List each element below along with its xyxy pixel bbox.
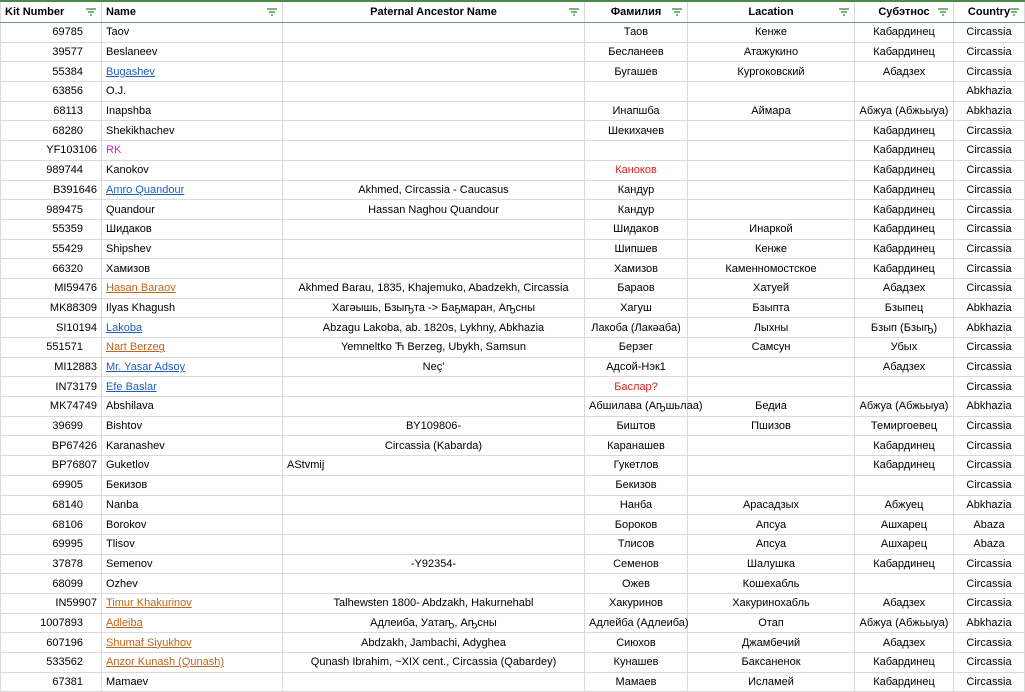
cell-subethnos[interactable]: Кабардинец xyxy=(855,672,954,692)
cell-familiya[interactable]: Каноков xyxy=(585,160,688,180)
cell-country[interactable]: Circassia xyxy=(954,633,1025,653)
cell-country[interactable]: Circassia xyxy=(954,160,1025,180)
cell-kit[interactable]: 37878 xyxy=(1,554,102,574)
column-header-label: Kit Number xyxy=(5,6,65,18)
cell-familiya[interactable]: Лакоба (Лакәаба) xyxy=(585,318,688,338)
cell-name[interactable]: Inapshba xyxy=(102,101,283,121)
cell-subethnos[interactable]: Абжуа (Абжьыуа) xyxy=(855,397,954,417)
cell-familiya[interactable]: Баслар? xyxy=(585,377,688,397)
cell-name[interactable]: Timur Khakurinov xyxy=(102,593,283,613)
cell-location[interactable]: Кенже xyxy=(688,239,855,259)
cell-kit[interactable]: 533562 xyxy=(1,653,102,673)
column-header-familiya[interactable] xyxy=(585,1,688,23)
cell-location[interactable]: Кошехабль xyxy=(688,574,855,594)
table-row[interactable] xyxy=(1,456,1025,476)
table-row[interactable] xyxy=(1,219,1025,239)
cell-name[interactable]: Hasan Baraov xyxy=(102,278,283,298)
table-row[interactable] xyxy=(1,593,1025,613)
cell-name[interactable]: Ozhev xyxy=(102,574,283,594)
cell-subethnos[interactable] xyxy=(855,475,954,495)
cell-subethnos[interactable] xyxy=(855,377,954,397)
cell-subethnos[interactable]: Кабардинец xyxy=(855,259,954,279)
cell-location[interactable]: Апсуа xyxy=(688,515,855,535)
cell-paternal[interactable] xyxy=(283,121,585,141)
cell-familiya[interactable]: Шидаков xyxy=(585,219,688,239)
cell-country[interactable]: Circassia xyxy=(954,239,1025,259)
cell-subethnos[interactable]: Кабардинец xyxy=(855,42,954,62)
cell-country[interactable]: Circassia xyxy=(954,141,1025,161)
cell-name[interactable]: Shekikhachev xyxy=(102,121,283,141)
cell-name[interactable]: Efe Baslar xyxy=(102,377,283,397)
cell-name[interactable]: O.J. xyxy=(102,82,283,102)
table-row[interactable] xyxy=(1,357,1025,377)
cell-familiya[interactable]: Бараов xyxy=(585,278,688,298)
table-row[interactable] xyxy=(1,475,1025,495)
cell-name[interactable]: Mamaev xyxy=(102,672,283,692)
cell-kit[interactable]: 68280 xyxy=(1,121,102,141)
cell-kit[interactable]: YF103106 xyxy=(1,141,102,161)
cell-kit[interactable]: 66320 xyxy=(1,259,102,279)
cell-country[interactable]: Circassia xyxy=(954,278,1025,298)
cell-subethnos[interactable]: Кабардинец xyxy=(855,653,954,673)
cell-paternal[interactable]: Адлеиба, Уатаҧ, Аҧсны xyxy=(283,613,585,633)
cell-name[interactable]: Kanokov xyxy=(102,160,283,180)
cell-kit[interactable]: MI12883 xyxy=(1,357,102,377)
filter-icon[interactable] xyxy=(85,7,97,17)
cell-paternal[interactable] xyxy=(283,259,585,279)
cell-paternal[interactable] xyxy=(283,515,585,535)
cell-country[interactable]: Abkhazia xyxy=(954,101,1025,121)
cell-location[interactable] xyxy=(688,357,855,377)
cell-paternal[interactable] xyxy=(283,219,585,239)
cell-country[interactable]: Circassia xyxy=(954,416,1025,436)
cell-paternal[interactable]: Neç' xyxy=(283,357,585,377)
cell-paternal[interactable] xyxy=(283,141,585,161)
cell-name[interactable]: Guketlov xyxy=(102,456,283,476)
cell-location[interactable]: Самсун xyxy=(688,338,855,358)
cell-name[interactable]: Taov xyxy=(102,23,283,43)
cell-paternal[interactable] xyxy=(283,397,585,417)
cell-country[interactable]: Abkhazia xyxy=(954,318,1025,338)
cell-name[interactable]: RK xyxy=(102,141,283,161)
filter-icon[interactable] xyxy=(266,7,278,17)
cell-kit[interactable]: BP67426 xyxy=(1,436,102,456)
cell-location[interactable] xyxy=(688,141,855,161)
table-row[interactable] xyxy=(1,338,1025,358)
cell-name[interactable]: Bugashev xyxy=(102,62,283,82)
cell-paternal[interactable]: Akhmed Barau, 1835, Khajemuko, Abadzekh, Circassia xyxy=(283,278,585,298)
cell-paternal[interactable]: -Y92354- xyxy=(283,554,585,574)
cell-country[interactable]: Circassia xyxy=(954,338,1025,358)
cell-name[interactable]: Anzor Kunash (Qunash) xyxy=(102,653,283,673)
cell-location[interactable]: Хатуей xyxy=(688,278,855,298)
cell-location[interactable]: Атажукино xyxy=(688,42,855,62)
cell-location[interactable] xyxy=(688,200,855,220)
cell-paternal[interactable]: AStvmij xyxy=(283,456,585,476)
cell-name[interactable]: Bishtov xyxy=(102,416,283,436)
cell-familiya[interactable]: Тлисов xyxy=(585,534,688,554)
cell-kit[interactable]: 68106 xyxy=(1,515,102,535)
header-row xyxy=(1,1,1025,23)
cell-paternal[interactable] xyxy=(283,534,585,554)
cell-subethnos[interactable]: Кабардинец xyxy=(855,219,954,239)
table-row[interactable] xyxy=(1,318,1025,338)
cell-subethnos[interactable]: Кабардинец xyxy=(855,180,954,200)
cell-name[interactable]: Mr. Yasar Adsoy xyxy=(102,357,283,377)
table-body xyxy=(1,23,1025,692)
table-row[interactable] xyxy=(1,534,1025,554)
table-row[interactable] xyxy=(1,239,1025,259)
cell-name[interactable]: Nart Berzeg xyxy=(102,338,283,358)
cell-subethnos[interactable]: Убых xyxy=(855,338,954,358)
cell-subethnos[interactable]: Бзып (Бзыҧ) xyxy=(855,318,954,338)
cell-kit[interactable]: 551571 xyxy=(1,338,102,358)
cell-location[interactable] xyxy=(688,180,855,200)
cell-name[interactable]: Amro Quandour xyxy=(102,180,283,200)
cell-kit[interactable]: BP76807 xyxy=(1,456,102,476)
cell-country[interactable]: Circassia xyxy=(954,200,1025,220)
cell-country[interactable]: Circassia xyxy=(954,180,1025,200)
table-row[interactable] xyxy=(1,574,1025,594)
cell-location[interactable]: Арасадзых xyxy=(688,495,855,515)
cell-familiya[interactable]: Бугашев xyxy=(585,62,688,82)
column-header-label: Фамилия xyxy=(610,6,662,18)
table-row[interactable] xyxy=(1,554,1025,574)
table-row[interactable] xyxy=(1,180,1025,200)
cell-familiya[interactable] xyxy=(585,141,688,161)
cell-familiya[interactable]: Кандур xyxy=(585,180,688,200)
filter-icon[interactable] xyxy=(1008,7,1020,17)
cell-kit[interactable]: IN59907 xyxy=(1,593,102,613)
cell-paternal[interactable]: Akhmed, Circassia - Caucasus xyxy=(283,180,585,200)
cell-subethnos[interactable]: Кабардинец xyxy=(855,160,954,180)
cell-location[interactable]: Апсуа xyxy=(688,534,855,554)
cell-paternal[interactable]: BY109806- xyxy=(283,416,585,436)
cell-kit[interactable]: 68099 xyxy=(1,574,102,594)
cell-country[interactable]: Circassia xyxy=(954,121,1025,141)
cell-kit[interactable]: 69995 xyxy=(1,534,102,554)
cell-subethnos[interactable]: Абжуа (Абжьыуа) xyxy=(855,613,954,633)
table-row[interactable] xyxy=(1,672,1025,692)
cell-name[interactable]: Lakoba xyxy=(102,318,283,338)
cell-familiya[interactable]: Адлейба (Адлеиба) xyxy=(585,613,688,633)
cell-country[interactable]: Abaza xyxy=(954,534,1025,554)
cell-subethnos[interactable]: Абжуец xyxy=(855,495,954,515)
table-row[interactable] xyxy=(1,62,1025,82)
cell-name[interactable]: Quandour xyxy=(102,200,283,220)
cell-country[interactable]: Abkhazia xyxy=(954,397,1025,417)
cell-paternal[interactable]: Abzagu Lakoba, ab. 1820s, Lykhny, Abkhazia xyxy=(283,318,585,338)
cell-location[interactable]: Бзыпта xyxy=(688,298,855,318)
cell-subethnos[interactable]: Абадзех xyxy=(855,62,954,82)
table-row[interactable] xyxy=(1,653,1025,673)
cell-familiya[interactable]: Адсой-Нэк1 xyxy=(585,357,688,377)
cell-subethnos[interactable]: Кабардинец xyxy=(855,239,954,259)
cell-location[interactable] xyxy=(688,456,855,476)
cell-familiya[interactable]: Бекизов xyxy=(585,475,688,495)
cell-subethnos[interactable]: Абжуа (Абжьыуа) xyxy=(855,101,954,121)
table-row[interactable] xyxy=(1,278,1025,298)
cell-location[interactable]: Бедиа xyxy=(688,397,855,417)
table-row[interactable] xyxy=(1,397,1025,417)
table-row[interactable] xyxy=(1,23,1025,43)
cell-kit[interactable]: 989475 xyxy=(1,200,102,220)
cell-familiya[interactable]: Сиюхов xyxy=(585,633,688,653)
cell-familiya[interactable]: Мамаев xyxy=(585,672,688,692)
cell-paternal[interactable] xyxy=(283,23,585,43)
cell-location[interactable]: Каменномостское xyxy=(688,259,855,279)
cell-country[interactable]: Circassia xyxy=(954,42,1025,62)
cell-country[interactable]: Abkhazia xyxy=(954,495,1025,515)
cell-location[interactable] xyxy=(688,377,855,397)
cell-location[interactable]: Джамбечий xyxy=(688,633,855,653)
cell-country[interactable]: Circassia xyxy=(954,456,1025,476)
table-row[interactable] xyxy=(1,436,1025,456)
cell-kit[interactable]: MI59476 xyxy=(1,278,102,298)
table-row[interactable] xyxy=(1,377,1025,397)
cell-subethnos[interactable] xyxy=(855,574,954,594)
cell-paternal[interactable] xyxy=(283,101,585,121)
table-row[interactable] xyxy=(1,200,1025,220)
cell-name[interactable]: Adleiba xyxy=(102,613,283,633)
cell-subethnos[interactable]: Кабардинец xyxy=(855,121,954,141)
table-row[interactable] xyxy=(1,416,1025,436)
cell-country[interactable]: Abkhazia xyxy=(954,82,1025,102)
cell-location[interactable]: Инаркой xyxy=(688,219,855,239)
cell-name[interactable]: Karanashev xyxy=(102,436,283,456)
cell-kit[interactable]: 607196 xyxy=(1,633,102,653)
cell-paternal[interactable]: Circassia (Kabarda) xyxy=(283,436,585,456)
cell-location[interactable]: Шалушка xyxy=(688,554,855,574)
cell-name[interactable]: Хамизов xyxy=(102,259,283,279)
cell-kit[interactable]: 69905 xyxy=(1,475,102,495)
cell-name[interactable]: Borokov xyxy=(102,515,283,535)
filter-icon[interactable] xyxy=(671,7,683,17)
cell-kit[interactable]: SI10194 xyxy=(1,318,102,338)
cell-name[interactable]: Abshilava xyxy=(102,397,283,417)
cell-location[interactable]: Исламей xyxy=(688,672,855,692)
table-row[interactable] xyxy=(1,515,1025,535)
cell-country[interactable]: Circassia xyxy=(954,653,1025,673)
column-header-name[interactable] xyxy=(102,1,283,23)
cell-paternal[interactable] xyxy=(283,377,585,397)
cell-country[interactable]: Abkhazia xyxy=(954,613,1025,633)
cell-familiya[interactable]: Шекихачев xyxy=(585,121,688,141)
cell-location[interactable] xyxy=(688,82,855,102)
cell-paternal[interactable] xyxy=(283,82,585,102)
table-row[interactable] xyxy=(1,613,1025,633)
cell-subethnos[interactable]: Ашхарец xyxy=(855,515,954,535)
cell-location[interactable]: Лыхны xyxy=(688,318,855,338)
filter-icon[interactable] xyxy=(838,7,850,17)
cell-location[interactable] xyxy=(688,160,855,180)
cell-name[interactable]: Tlisov xyxy=(102,534,283,554)
cell-country[interactable]: Circassia xyxy=(954,475,1025,495)
cell-country[interactable]: Circassia xyxy=(954,259,1025,279)
cell-country[interactable]: Circassia xyxy=(954,554,1025,574)
cell-kit[interactable]: 68113 xyxy=(1,101,102,121)
table-row[interactable] xyxy=(1,121,1025,141)
cell-familiya[interactable]: Ожев xyxy=(585,574,688,594)
cell-familiya[interactable]: Биштов xyxy=(585,416,688,436)
cell-name[interactable]: Nanba xyxy=(102,495,283,515)
column-header-label: Paternal Ancestor Name xyxy=(370,6,497,18)
cell-subethnos[interactable]: Абадзех xyxy=(855,278,954,298)
table-row[interactable] xyxy=(1,259,1025,279)
cell-country[interactable]: Circassia xyxy=(954,62,1025,82)
cell-kit[interactable]: 1007893 xyxy=(1,613,102,633)
cell-subethnos[interactable]: Абадзех xyxy=(855,357,954,377)
table-row[interactable] xyxy=(1,298,1025,318)
table-row[interactable] xyxy=(1,633,1025,653)
cell-familiya[interactable]: Шипшев xyxy=(585,239,688,259)
table-row[interactable] xyxy=(1,42,1025,62)
cell-country[interactable]: Circassia xyxy=(954,593,1025,613)
cell-paternal[interactable] xyxy=(283,62,585,82)
cell-kit[interactable]: 55429 xyxy=(1,239,102,259)
cell-kit[interactable]: 63856 xyxy=(1,82,102,102)
cell-familiya[interactable]: Таов xyxy=(585,23,688,43)
cell-familiya[interactable]: Хамизов xyxy=(585,259,688,279)
cell-paternal[interactable] xyxy=(283,574,585,594)
cell-familiya[interactable]: Берзег xyxy=(585,338,688,358)
column-header-paternal[interactable] xyxy=(283,1,585,23)
cell-location[interactable] xyxy=(688,436,855,456)
cell-subethnos[interactable]: Темиргоевец xyxy=(855,416,954,436)
cell-familiya[interactable]: Бесланеев xyxy=(585,42,688,62)
cell-location[interactable]: Аймара xyxy=(688,101,855,121)
cell-subethnos[interactable]: Абадзех xyxy=(855,593,954,613)
cell-subethnos[interactable] xyxy=(855,82,954,102)
cell-country[interactable]: Abkhazia xyxy=(954,298,1025,318)
cell-country[interactable]: Circassia xyxy=(954,23,1025,43)
cell-familiya[interactable]: Кандур xyxy=(585,200,688,220)
cell-location[interactable]: Отап xyxy=(688,613,855,633)
table-row[interactable] xyxy=(1,141,1025,161)
cell-familiya[interactable]: Абшилава (Аҧшьлаа) xyxy=(585,397,688,417)
cell-familiya[interactable] xyxy=(585,82,688,102)
table-row[interactable] xyxy=(1,101,1025,121)
cell-subethnos[interactable]: Бзыпец xyxy=(855,298,954,318)
cell-kit[interactable]: 989744 xyxy=(1,160,102,180)
cell-paternal[interactable] xyxy=(283,495,585,515)
cell-kit[interactable]: IN73179 xyxy=(1,377,102,397)
table-row[interactable] xyxy=(1,160,1025,180)
cell-kit[interactable]: MK88309 xyxy=(1,298,102,318)
cell-familiya[interactable]: Инапшба xyxy=(585,101,688,121)
cell-subethnos[interactable]: Кабардинец xyxy=(855,23,954,43)
cell-paternal[interactable]: Hassan Naghou Quandour xyxy=(283,200,585,220)
filter-icon[interactable] xyxy=(568,7,580,17)
cell-country[interactable]: Circassia xyxy=(954,377,1025,397)
column-header-country[interactable] xyxy=(954,1,1025,23)
cell-paternal[interactable] xyxy=(283,239,585,259)
cell-country[interactable]: Circassia xyxy=(954,574,1025,594)
table-row[interactable] xyxy=(1,495,1025,515)
cell-country[interactable]: Abaza xyxy=(954,515,1025,535)
column-header-kit[interactable] xyxy=(1,1,102,23)
cell-familiya[interactable]: Хагуш xyxy=(585,298,688,318)
cell-name[interactable]: Beslaneev xyxy=(102,42,283,62)
cell-familiya[interactable]: Кунашев xyxy=(585,653,688,673)
cell-familiya[interactable]: Хакуринов xyxy=(585,593,688,613)
cell-location[interactable] xyxy=(688,121,855,141)
cell-location[interactable]: Кургоковский xyxy=(688,62,855,82)
cell-name[interactable]: Бекизов xyxy=(102,475,283,495)
cell-country[interactable]: Circassia xyxy=(954,672,1025,692)
cell-kit[interactable]: 39699 xyxy=(1,416,102,436)
filter-icon[interactable] xyxy=(937,7,949,17)
cell-paternal[interactable]: Talhewsten 1800- Abdzakh, Hakurnehabl xyxy=(283,593,585,613)
cell-familiya[interactable]: Семенов xyxy=(585,554,688,574)
column-header-label: Lacation xyxy=(748,6,794,18)
cell-country[interactable]: Circassia xyxy=(954,357,1025,377)
cell-paternal[interactable]: Abdzakh, Jambachi, Adyghea xyxy=(283,633,585,653)
cell-kit[interactable]: 69785 xyxy=(1,23,102,43)
cell-country[interactable]: Circassia xyxy=(954,219,1025,239)
column-header-label: Name xyxy=(106,6,136,18)
cell-kit[interactable]: 55384 xyxy=(1,62,102,82)
cell-familiya[interactable]: Каранашев xyxy=(585,436,688,456)
cell-subethnos[interactable]: Абадзех xyxy=(855,633,954,653)
cell-paternal[interactable] xyxy=(283,160,585,180)
column-header-label: Субэтнос xyxy=(878,6,930,18)
cell-familiya[interactable]: Гукетлов xyxy=(585,456,688,476)
cell-location[interactable]: Хакуринохабль xyxy=(688,593,855,613)
cell-subethnos[interactable]: Кабардинец xyxy=(855,141,954,161)
cell-paternal[interactable]: Yemneltko Ћ Berzeg, Ubykh, Samsun xyxy=(283,338,585,358)
cell-location[interactable]: Баксаненок xyxy=(688,653,855,673)
cell-name[interactable]: Shipshev xyxy=(102,239,283,259)
cell-paternal[interactable] xyxy=(283,672,585,692)
column-header-label: Country xyxy=(967,6,1011,18)
cell-kit[interactable]: MK74749 xyxy=(1,397,102,417)
cell-name[interactable]: Шидаков xyxy=(102,219,283,239)
cell-paternal[interactable] xyxy=(283,42,585,62)
cell-familiya[interactable]: Бороков xyxy=(585,515,688,535)
cell-subethnos[interactable]: Кабардинец xyxy=(855,554,954,574)
table-row[interactable] xyxy=(1,82,1025,102)
cell-kit[interactable]: 39577 xyxy=(1,42,102,62)
cell-kit[interactable]: 68140 xyxy=(1,495,102,515)
cell-location[interactable]: Кенже xyxy=(688,23,855,43)
cell-subethnos[interactable]: Ашхарец xyxy=(855,534,954,554)
cell-familiya[interactable]: Нанба xyxy=(585,495,688,515)
cell-name[interactable]: Ilyas Khagush xyxy=(102,298,283,318)
cell-kit[interactable]: 67381 xyxy=(1,672,102,692)
cell-name[interactable]: Shumaf Siyukhov xyxy=(102,633,283,653)
column-header-subethnos[interactable] xyxy=(855,1,954,23)
cell-location[interactable] xyxy=(688,475,855,495)
cell-subethnos[interactable]: Кабардинец xyxy=(855,200,954,220)
cell-country[interactable]: Circassia xyxy=(954,436,1025,456)
cell-name[interactable]: Semenov xyxy=(102,554,283,574)
column-header-location[interactable] xyxy=(688,1,855,23)
cell-paternal[interactable] xyxy=(283,475,585,495)
cell-paternal[interactable]: Хагәышь, Бзыҧта -> Баҕмаран, Аҧсны xyxy=(283,298,585,318)
cell-kit[interactable]: 55359 xyxy=(1,219,102,239)
cell-location[interactable]: Пшизов xyxy=(688,416,855,436)
cell-subethnos[interactable]: Кабардинец xyxy=(855,436,954,456)
cell-subethnos[interactable]: Кабардинец xyxy=(855,456,954,476)
cell-paternal[interactable]: Qunash Ibrahim, ~XIX cent., Circassia (Qabardey) xyxy=(283,653,585,673)
cell-kit[interactable]: B391646 xyxy=(1,180,102,200)
